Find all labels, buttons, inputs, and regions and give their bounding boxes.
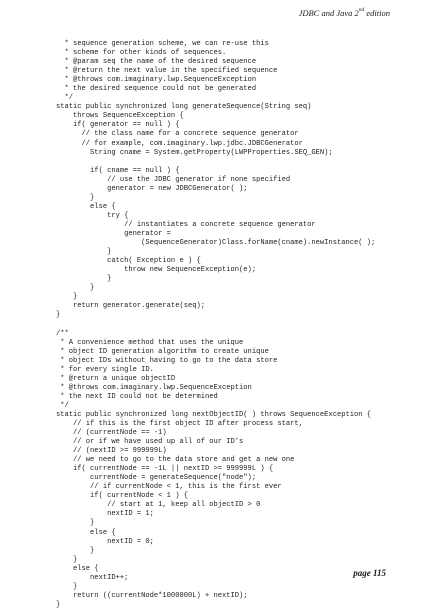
code-line: // start at 1, keep all objectID > 0 — [56, 501, 261, 510]
code-line: /** — [56, 329, 69, 338]
code-line: */ — [56, 401, 69, 410]
code-line: } — [56, 248, 112, 257]
code-line: } — [56, 546, 95, 555]
code-line: else { — [56, 202, 116, 211]
code-line: } — [56, 284, 95, 293]
code-line: } — [56, 293, 78, 302]
code-line: static public synchronized long nextObjectID( ) throws SequenceException { — [56, 410, 372, 419]
code-line: */ — [56, 94, 74, 103]
code-line: return ((currentNode*1000000L) + nextID); — [56, 591, 248, 600]
code-line: * the next ID could not be determined — [56, 392, 218, 401]
code-line — [56, 320, 375, 329]
code-line: // or if we have used up all of our ID's — [56, 438, 244, 447]
code-line: } — [56, 600, 61, 609]
code-line: } — [56, 311, 61, 320]
code-line: * A convenience method that uses the unique — [56, 338, 244, 347]
code-line: * scheme for other kinds of sequences. — [56, 49, 227, 58]
code-line: nextID = 1; — [56, 510, 154, 519]
header-title-suffix: edition — [364, 8, 390, 18]
code-line: * the desired sequence could not be generated — [56, 85, 257, 94]
code-line: * @throws com.imaginary.lwp.SequenceException — [56, 383, 252, 392]
code-line: * @throws com.imaginary.lwp.SequenceException — [56, 76, 257, 85]
code-line: throw new SequenceException(e); — [56, 266, 257, 275]
code-line: generator = new JDBCGenerator( ); — [56, 184, 248, 193]
code-line: } — [56, 193, 95, 202]
code-line: * @return a unique objectID — [56, 374, 176, 383]
code-line: currentNode = generateSequence("node"); — [56, 474, 257, 483]
code-line: if( currentNode < 1 ) { — [56, 492, 188, 501]
code-line: String cname = System.getProperty(LWPProperties.SEQ_GEN); — [56, 148, 333, 157]
code-line: (SequenceGenerator)Class.forName(cname).newInstance( ); — [56, 239, 376, 248]
code-line: // if this is the first object ID after process start, — [56, 419, 303, 428]
code-line: catch( Exception e ) { — [56, 257, 201, 266]
code-line: * sequence generation scheme, we can re-use this — [56, 40, 269, 48]
code-line — [56, 158, 375, 167]
code-line: // instantiates a concrete sequence generator — [56, 220, 316, 229]
code-line: throws SequenceException { — [56, 112, 184, 121]
code-line: nextID++; — [56, 573, 129, 582]
code-line: else { — [56, 564, 99, 573]
code-line: * @return the next value in the specified sequence — [56, 67, 278, 76]
code-line: // we need to go to the data store and get a new one — [56, 456, 295, 465]
code-line: try { — [56, 211, 129, 220]
code-line: if( currentNode == -1L || nextID >= 999999L ) { — [56, 465, 274, 474]
code-line: if( cname == null ) { — [56, 166, 180, 175]
code-line: * for every single ID. — [56, 365, 154, 374]
code-line: // if currentNode < 1, this is the first ever — [56, 483, 282, 492]
code-line: // (nextID >= 999999L) — [56, 447, 167, 456]
code-line: // use the JDBC generator if none specified — [56, 175, 291, 184]
code-line: * object ID generation algorithm to create unique — [56, 347, 269, 356]
code-line: if( generator == null ) { — [56, 121, 180, 130]
code-line: // (currentNode == -1) — [56, 429, 167, 438]
code-line: nextID = 0; — [56, 537, 154, 546]
code-line: generator = — [56, 229, 171, 238]
code-line: * @param seq the name of the desired sequence — [56, 58, 257, 67]
code-line: } — [56, 555, 78, 564]
code-line: static public synchronized long generateSequence(String seq) — [56, 103, 312, 112]
code-line: // for example, com.imaginary.lwp.jdbc.JDBCGenerator — [56, 139, 303, 148]
code-line: // the class name for a concrete sequence generator — [56, 130, 299, 139]
page-number: page 115 — [353, 568, 386, 578]
code-listing — [56, 40, 375, 610]
code-line: * object IDs without having to go to the data store — [56, 356, 278, 365]
code-line: return generator.generate(seq); — [56, 302, 205, 311]
code-line: } — [56, 275, 112, 284]
header-title-superscript: nd — [358, 7, 365, 14]
code-line: else { — [56, 528, 116, 537]
code-line: } — [56, 582, 78, 591]
code-line: } — [56, 519, 95, 528]
header-title-prefix: JDBC and Java 2 — [298, 8, 359, 18]
running-header — [299, 8, 390, 18]
